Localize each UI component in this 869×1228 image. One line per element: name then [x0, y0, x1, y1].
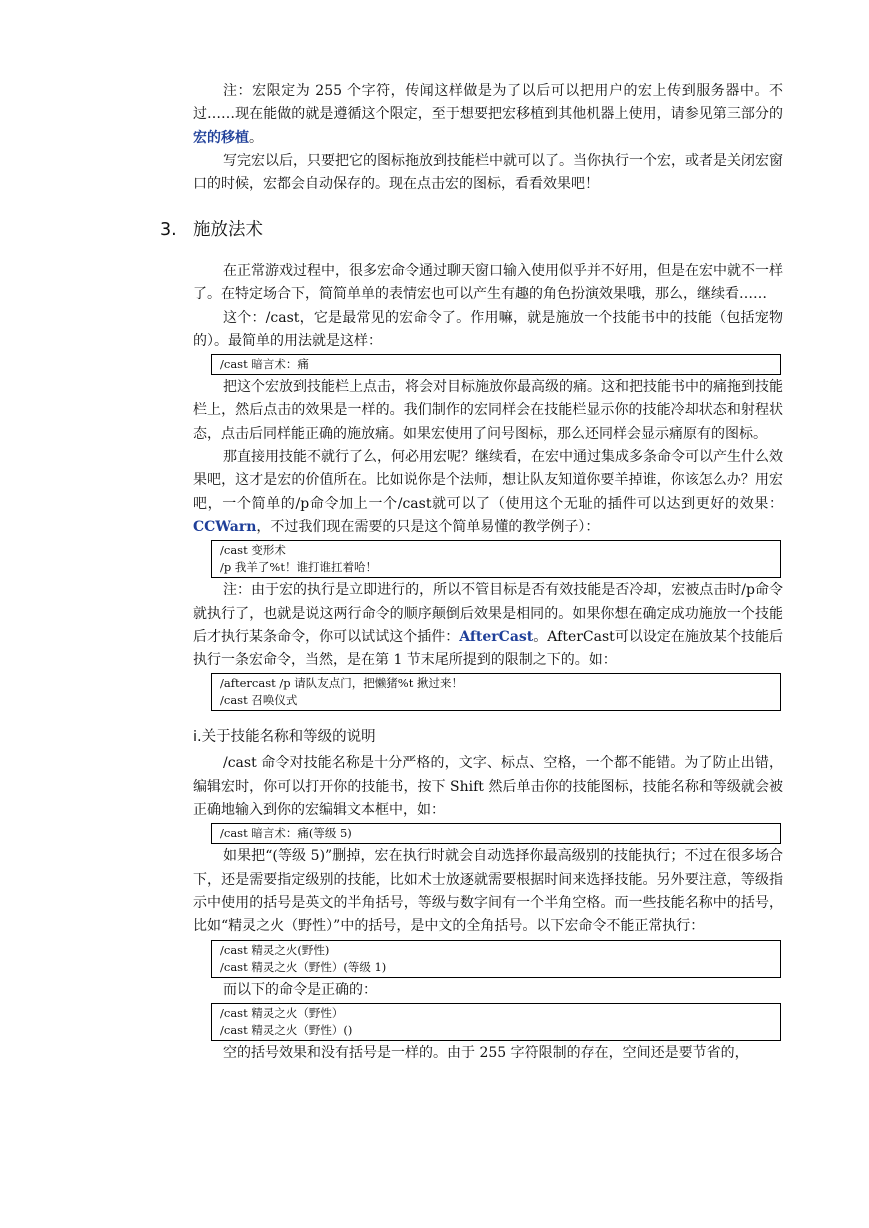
code-line: /cast 精灵之火（野性）()	[220, 1022, 353, 1037]
code-box-5	[211, 940, 781, 978]
note-paragraph	[193, 80, 783, 150]
body-text: 注：由于宏的执行是立即进行的，所以不管目标是否有效技能是否冷却，宏被点击时/p命令就执行了，也就是说这两行命令的顺序颠倒后效果是相同的。如果你想在确定成功施放一个技能后才执行某条命令，你可以试试这个插件：	[193, 582, 783, 645]
body-text-end: 。AfterCast可以设定在施放某个技能后执行一条宏命令，当然，是在第 1 节末尾所提到的限制之下的。如：	[193, 628, 783, 669]
note-text-end: 。	[249, 129, 263, 146]
code-box-6	[211, 1003, 781, 1041]
code-line: /cast 精灵之火（野性）	[220, 1005, 344, 1020]
code-line: /cast 精灵之火（野性）(等级 1)	[220, 959, 387, 974]
code-box-1	[211, 354, 781, 375]
code-line: /cast 变形术	[220, 543, 286, 558]
code-line: /cast 精灵之火(野性)	[220, 942, 330, 957]
macro-porting-link[interactable]: 宏的移植	[193, 129, 249, 146]
code-line: /cast 暗言术：痛	[220, 357, 309, 372]
body-paragraph-4	[193, 446, 783, 539]
section-body	[193, 260, 783, 1065]
section-number: 3.	[160, 220, 177, 240]
body-paragraph-5	[193, 579, 783, 672]
body-paragraph-2: 这个：/cast，它是最常见的宏命令了。作用嘛，就是施放一个技能书中的技能（包括宠物的）。最简单的用法就是这样：	[193, 309, 783, 349]
section-title: 施放法术	[193, 220, 263, 240]
code-line: /cast 暗言术：痛(等级 5)	[220, 826, 352, 841]
code-line: /cast 召唤仪式	[220, 693, 298, 708]
body-text: 那直接用技能不就行了么，何必用宏呢？继续看，在宏中通过集成多条命令可以产生什么效果吧，这才是宏的价值所在。比如说你是个法师，想让队友知道你要羊掉谁，你该怎么办？用宏吧，一个简单的/p命令加上一个/cast就可以了（使用这个无耻的插件可以达到更好的效果：	[193, 449, 783, 512]
code-box-2	[211, 540, 781, 578]
subsection-title: i.关于技能名称和等级的说明	[193, 729, 376, 746]
code-box-4	[211, 823, 781, 844]
sub-paragraph-1: /cast 命令对技能名称是十分严格的，文字、标点、空格，一个都不能错。为了防止出错，编辑宏时，你可以打开你的技能书，按下 Shift 然后单击你的技能图标，技能名称和等级就会被正确地输入到你的宏编辑文本框中，如：	[193, 755, 783, 819]
sub-paragraph-4: 空的括号效果和没有括号是一样的。由于 255 字符限制的存在，空间还是要节省的，	[223, 1044, 749, 1061]
content-column	[193, 80, 783, 196]
aftercast-link[interactable]: AfterCast	[459, 628, 534, 645]
intro-paragraph: 写完宏以后，只要把它的图标拖放到技能栏中就可以了。当你执行一个宏，或者是关闭宏窗口的时候，宏都会自动保存的。现在点击宏的图标，看看效果吧！	[193, 152, 783, 193]
section-heading	[160, 216, 263, 241]
body-text-end: ，不过我们现在需要的只是这个简单易懂的教学例子）：	[256, 518, 600, 535]
code-line: /aftercast /p 请队友点门，把懒猪%t 揪过来！	[220, 676, 463, 691]
sub-paragraph-2: 如果把“(等级 5)”删掉，宏在执行时就会自动选择你最高级别的技能执行；不过在很多场合下，还是需要指定级别的技能，比如术士放逐就需要根据时间来选择技能。另外要注意，等级指示中使用的括号是英文的半角括号，等级与数字间有一个半角空格。而一些技能名称中的括号，比如“精灵之火（野性）”中的括号，是中文的全角括号。以下宏命令不能正常执行：	[193, 848, 783, 935]
sub-paragraph-3: 而以下的命令是正确的：	[223, 981, 377, 998]
code-line: /p 我羊了%t！谁打谁扛着哈！	[220, 560, 377, 575]
body-paragraph-3: 把这个宏放到技能栏上点击，将会对目标施放你最高级的痛。这和把技能书中的痛拖到技能栏上，然后点击的效果是一样的。我们制作的宏同样会在技能栏显示你的技能冷却状态和射程状态，点击后同样能正确的施放痛。如果宏使用了问号图标，那么还同样会显示痛原有的图标。	[193, 379, 783, 442]
note-text: 注：宏限定为 255 个字符，传闻这样做是为了以后可以把用户的宏上传到服务器中。不过……现在能做的就是遵循这个限定，至于想要把宏移植到其他机器上使用，请参见第三部分的	[193, 83, 783, 123]
body-paragraph-1: 在正常游戏过程中，很多宏命令通过聊天窗口输入使用似乎并不好用，但是在宏中就不一样了。在特定场合下，简简单单的表情宏也可以产生有趣的角色扮演效果哦，那么，继续看……	[193, 263, 783, 303]
ccwarn-link[interactable]: CCWarn	[193, 518, 257, 535]
code-box-3	[211, 673, 781, 711]
